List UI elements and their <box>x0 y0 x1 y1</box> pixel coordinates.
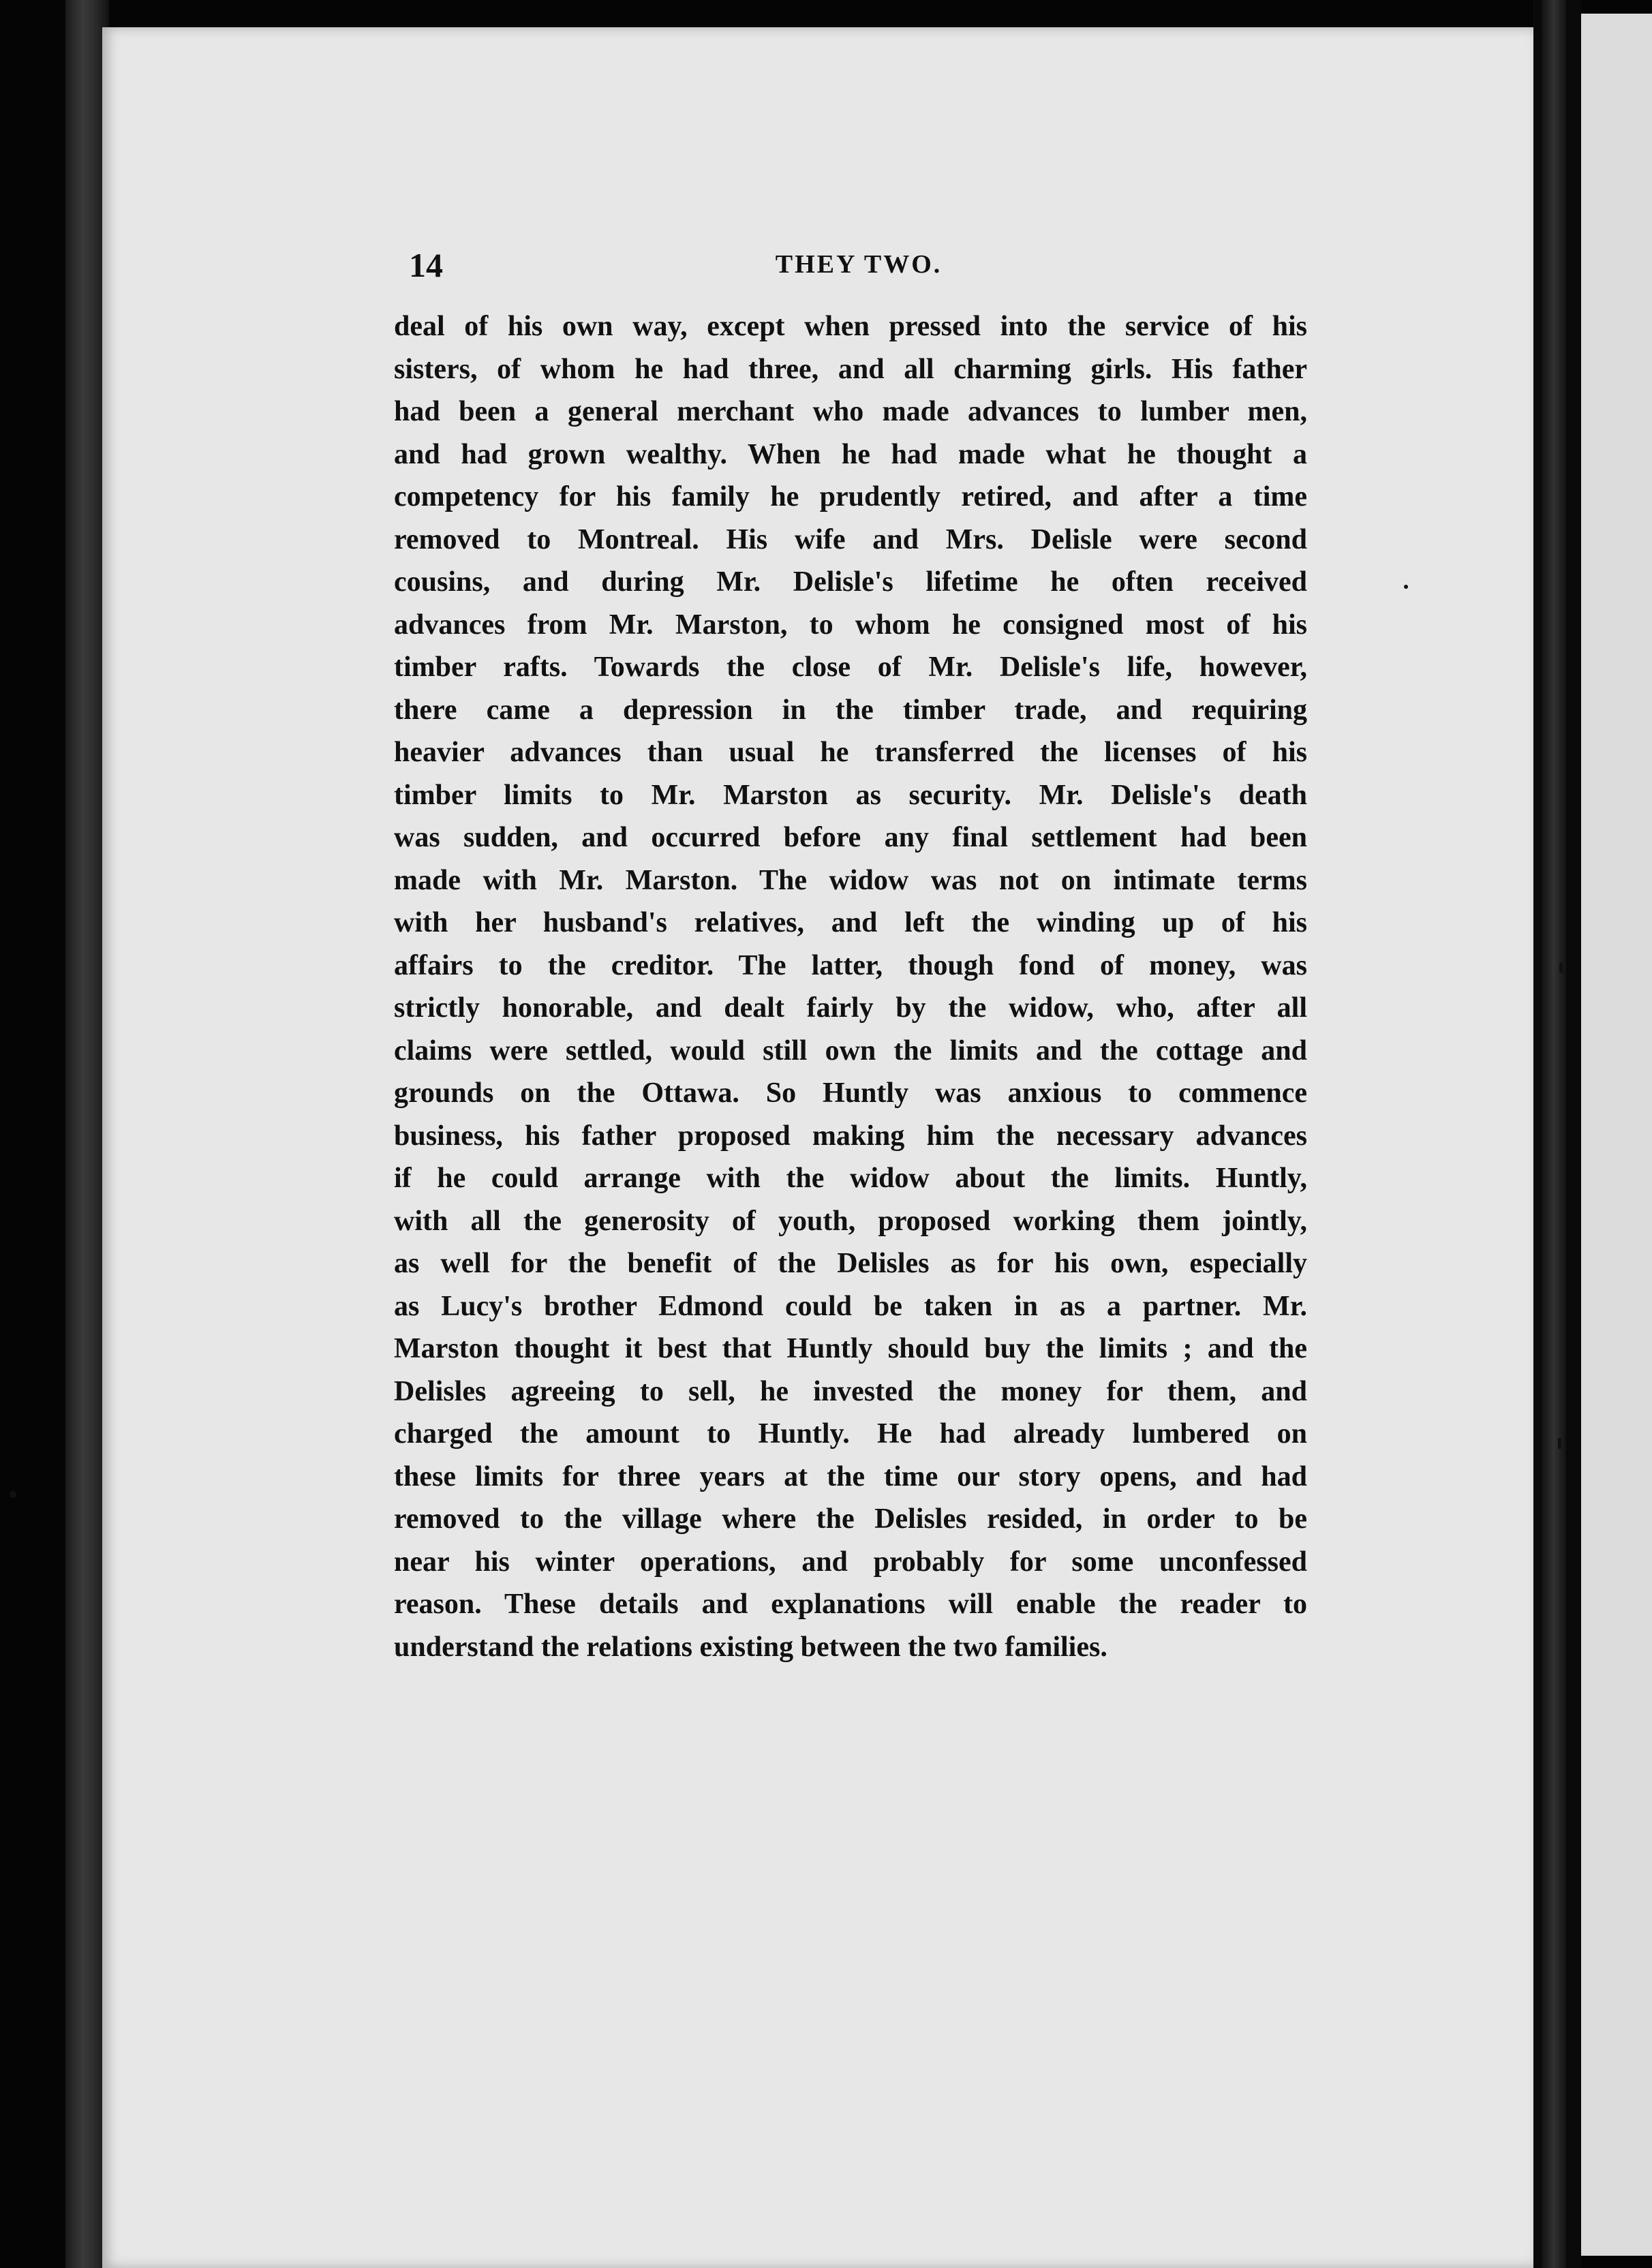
text-line: timber limits to Mr. Marston as security. Mr. Delisle's death <box>394 779 1307 811</box>
text-line: business, his father proposed making him the necessary advances <box>394 1120 1307 1152</box>
text-line: competency for his family he prudently retired, and after a time <box>394 481 1307 512</box>
body-text <box>394 305 1307 1668</box>
text-line: near his winter operations, and probably for some unconfessed <box>394 1546 1307 1578</box>
running-title: THEY TWO. <box>775 250 943 279</box>
text-line: had been a general merchant who made advances to lumber men, <box>394 396 1307 427</box>
text-line: advances from Mr. Marston, to whom he consigned most of his <box>394 609 1307 641</box>
text-line: Delisles agreeing to sell, he invested the money for them, and <box>394 1375 1307 1407</box>
text-line: sisters, of whom he had three, and all charming girls. His father <box>394 353 1307 385</box>
specks-decor <box>1559 962 1563 973</box>
text-line: affairs to the creditor. The latter, though fond of money, was <box>394 949 1307 981</box>
text-line: heavier advances than usual he transferred the licenses of his <box>394 737 1307 768</box>
text-line: made with Mr. Marston. The widow was not on intimate terms <box>394 864 1307 896</box>
text-line: if he could arrange with the widow about the limits. Huntly, <box>394 1163 1307 1194</box>
text-line: with all the generosity of youth, proposed working them jointly, <box>394 1205 1307 1237</box>
text-line: there came a depression in the timber trade, and requiring <box>394 694 1307 726</box>
adjacent-page-edge <box>1581 14 1652 2256</box>
text-line: removed to Montreal. His wife and Mrs. Delisle were second <box>394 523 1307 555</box>
specks-decor <box>1558 1438 1561 1449</box>
text-line: grounds on the Ottawa. So Huntly was anxious to commence <box>394 1077 1307 1109</box>
text-line: Marston thought it best that Huntly should buy the limits ; and the <box>394 1333 1307 1364</box>
text-line: removed to the village where the Delisles resided, in order to be <box>394 1503 1307 1535</box>
specks-decor <box>10 1491 16 1498</box>
running-head <box>409 245 1309 286</box>
text-line: as Lucy's brother Edmond could be taken in as a partner. Mr. <box>394 1290 1307 1322</box>
text-line: as well for the benefit of the Delisles as for his own, especially <box>394 1248 1307 1279</box>
text-line: and had grown wealthy. When he had made what he thought a <box>394 438 1307 470</box>
gutter-strip <box>1542 0 1566 2268</box>
page-number: 14 <box>409 246 443 284</box>
text-line: strictly honorable, and dealt fairly by the widow, who, after all <box>394 992 1307 1024</box>
text-line: charged the amount to Huntly. He had already lumbered on <box>394 1418 1307 1450</box>
text-line: these limits for three years at the time our story opens, and had <box>394 1460 1307 1492</box>
text-line: with her husband's relatives, and left the winding up of his <box>394 907 1307 938</box>
text-line: deal of his own way, except when pressed into the service of his <box>394 311 1307 342</box>
text-line: reason. These details and explanations will enable the reader to <box>394 1589 1307 1620</box>
text-line: understand the relations existing between the two families. <box>394 1631 1107 1663</box>
text-line: cousins, and during Mr. Delisle's lifetime he often received <box>394 566 1307 598</box>
text-line: timber rafts. Towards the close of Mr. Delisle's life, however, <box>394 652 1307 683</box>
text-line: was sudden, and occurred before any final settlement had been <box>394 822 1307 853</box>
specks-decor <box>1404 585 1408 589</box>
text-line: claims were settled, would still own the limits and the cottage and <box>394 1035 1307 1067</box>
